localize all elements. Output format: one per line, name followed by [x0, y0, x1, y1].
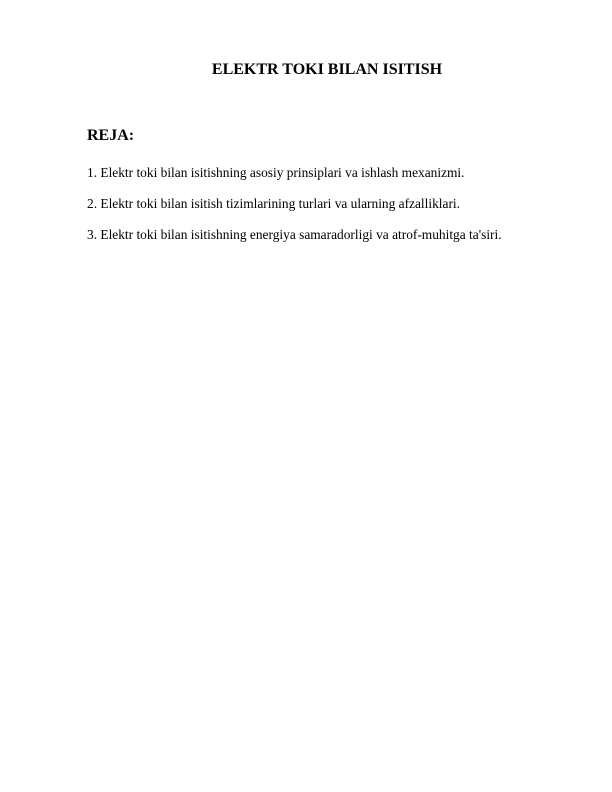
plan-item-1: 1. Elektr toki bilan isitishning asosiy prinsiplari va ishlash mexanizmi.	[87, 165, 465, 180]
plan-heading: REJA:	[87, 127, 135, 144]
plan-item-3: 3. Elektr toki bilan isitishning energiya samaradorligi va atrof-muhitga ta'siri.	[87, 227, 502, 242]
plan-item-2: 2. Elektr toki bilan isitish tizimlarining turlari va ularning afzalliklari.	[87, 196, 460, 211]
document-title: ELEKTR TOKI BILAN ISITISH	[211, 61, 443, 78]
plan-list	[87, 164, 587, 257]
